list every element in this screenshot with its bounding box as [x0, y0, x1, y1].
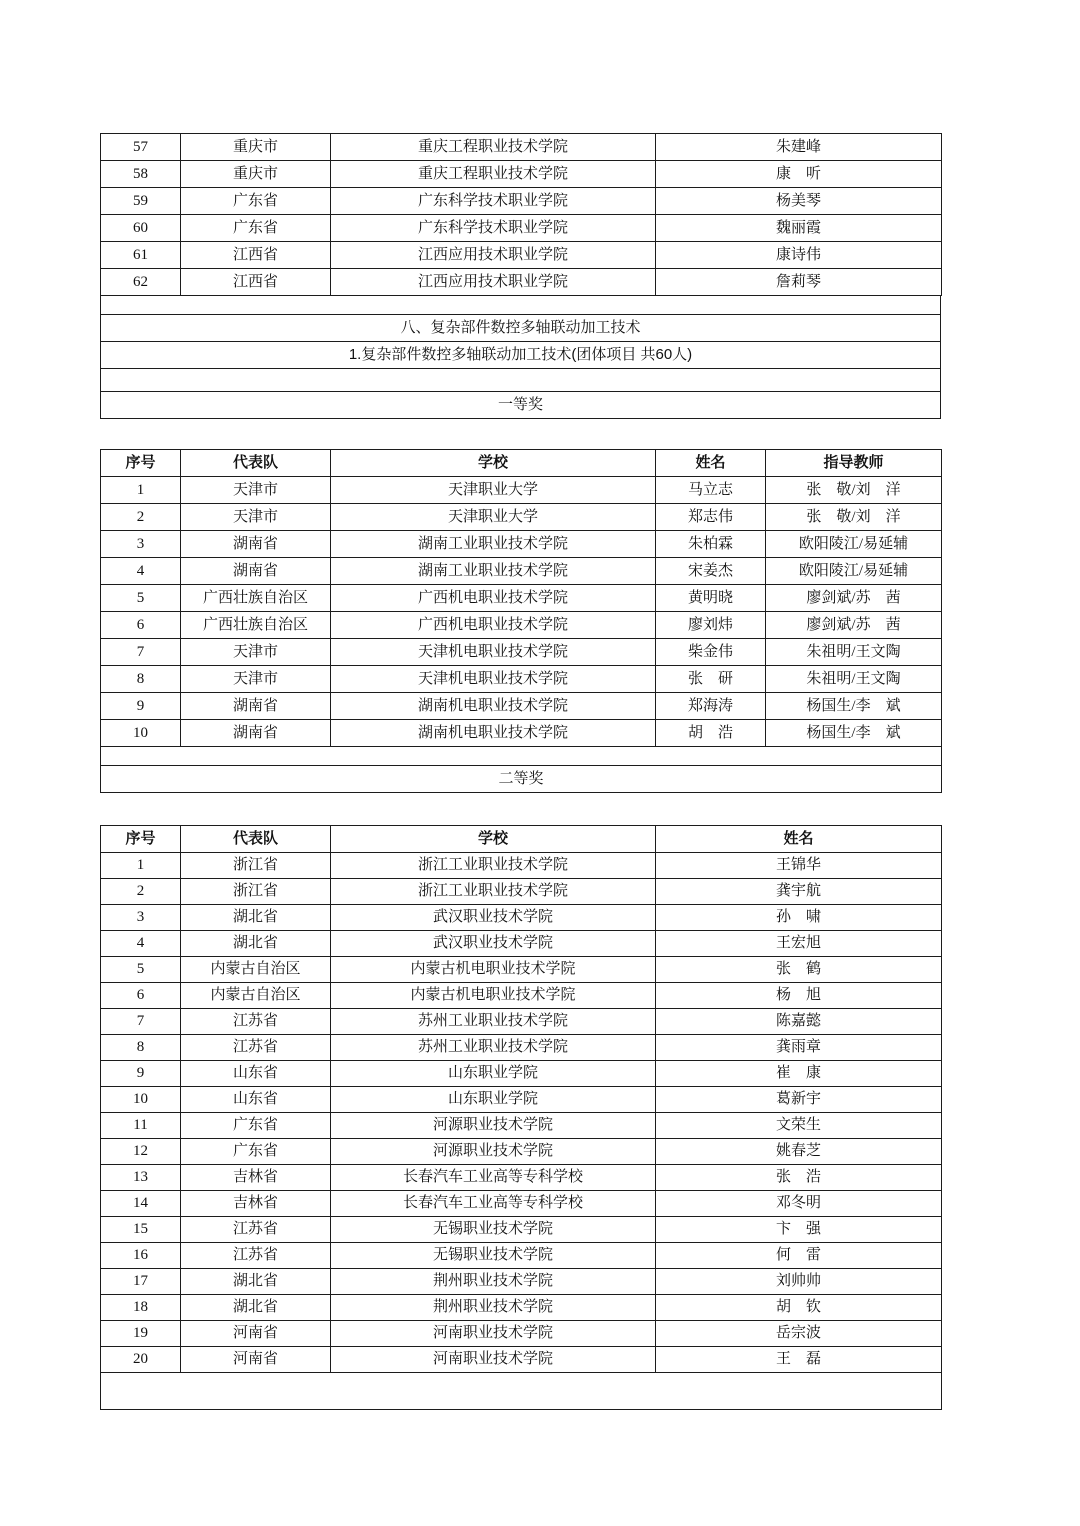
cell-name: 杨美琴: [656, 188, 942, 215]
header-no: 序号: [101, 450, 181, 477]
cell-school: 荆州职业技术学院: [331, 1295, 656, 1321]
cell-team: 江苏省: [181, 1217, 331, 1243]
table-row: [101, 1165, 942, 1191]
table-row: [101, 1321, 942, 1347]
table-row: [101, 612, 942, 639]
table-row: [101, 1269, 942, 1295]
cell-school: 湖南工业职业技术学院: [331, 531, 656, 558]
cell-school: 江西应用技术职业学院: [331, 269, 656, 296]
spacer-row: [101, 747, 942, 766]
table-row: [101, 1295, 942, 1321]
cell-name: 邓冬明: [656, 1191, 942, 1217]
first-prize-table: [100, 449, 942, 793]
cell-school: 浙江工业职业技术学院: [331, 853, 656, 879]
table-row: [101, 666, 942, 693]
cell-no: 18: [101, 1295, 181, 1321]
cell-no: 9: [101, 1061, 181, 1087]
table-row: [101, 161, 942, 188]
header-school: 学校: [331, 826, 656, 853]
cell-no: 60: [101, 215, 181, 242]
cell-name: 文荣生: [656, 1113, 942, 1139]
spacer-cell: [101, 747, 942, 766]
cell-teachers: 杨国生/李 斌: [766, 693, 942, 720]
table-row: [101, 1191, 942, 1217]
cell-no: 57: [101, 134, 181, 161]
first-prize-label: 一等奖: [101, 392, 941, 419]
cell-name: 王宏旭: [656, 931, 942, 957]
cell-no: 4: [101, 931, 181, 957]
cell-school: 武汉职业技术学院: [331, 905, 656, 931]
cell-name: 宋姜杰: [656, 558, 766, 585]
cell-name: 龚雨章: [656, 1035, 942, 1061]
table-row: [101, 1139, 942, 1165]
cell-name: 郑海涛: [656, 693, 766, 720]
cell-team: 吉林省: [181, 1191, 331, 1217]
cell-name: 何 雷: [656, 1243, 942, 1269]
table-row: [101, 931, 942, 957]
cell-teachers: 欧阳陵江/易延辅: [766, 531, 942, 558]
cell-team: 广东省: [181, 1139, 331, 1165]
cell-team: 湖北省: [181, 1295, 331, 1321]
cell-teachers: 欧阳陵江/易延辅: [766, 558, 942, 585]
previous-section-table: [100, 133, 942, 296]
table-row: [101, 504, 942, 531]
cell-team: 广西壮族自治区: [181, 612, 331, 639]
cell-name: 龚宇航: [656, 879, 942, 905]
cell-school: 湖南工业职业技术学院: [331, 558, 656, 585]
cell-name: 张 鹤: [656, 957, 942, 983]
cell-name: 胡 钦: [656, 1295, 942, 1321]
cell-school: 无锡职业技术学院: [331, 1243, 656, 1269]
cell-school: 河南职业技术学院: [331, 1347, 656, 1373]
cell-school: 天津职业大学: [331, 504, 656, 531]
cell-school: 天津职业大学: [331, 477, 656, 504]
cell-school: 苏州工业职业技术学院: [331, 1009, 656, 1035]
cell-team: 重庆市: [181, 161, 331, 188]
cell-team: 内蒙古自治区: [181, 957, 331, 983]
cell-school: 湖南机电职业技术学院: [331, 693, 656, 720]
cell-team: 河南省: [181, 1347, 331, 1373]
cell-team: 浙江省: [181, 853, 331, 879]
cell-teachers: 廖剑斌/苏 茜: [766, 585, 942, 612]
table-row: [101, 1347, 942, 1373]
cell-teachers: 朱祖明/王文陶: [766, 666, 942, 693]
table-row: [101, 134, 942, 161]
spacer-cell: [101, 1373, 942, 1410]
cell-team: 内蒙古自治区: [181, 983, 331, 1009]
table-row: [101, 1087, 942, 1113]
cell-team: 江苏省: [181, 1243, 331, 1269]
cell-name: 廖刘炜: [656, 612, 766, 639]
table-row: [101, 957, 942, 983]
table-row: [101, 1009, 942, 1035]
table-row: [101, 983, 942, 1009]
cell-name: 康诗伟: [656, 242, 942, 269]
cell-no: 2: [101, 879, 181, 905]
cell-name: 张 研: [656, 666, 766, 693]
cell-no: 6: [101, 983, 181, 1009]
results-content: [100, 133, 941, 1410]
cell-name: 黄明晓: [656, 585, 766, 612]
cell-name: 柴金伟: [656, 639, 766, 666]
cell-team: 广东省: [181, 215, 331, 242]
cell-no: 5: [101, 957, 181, 983]
cell-school: 山东职业学院: [331, 1087, 656, 1113]
cell-school: 广西机电职业技术学院: [331, 585, 656, 612]
cell-school: 广西机电职业技术学院: [331, 612, 656, 639]
cell-no: 62: [101, 269, 181, 296]
cell-name: 马立志: [656, 477, 766, 504]
second-prize-rows: [101, 853, 942, 1373]
table-row: [101, 905, 942, 931]
cell-team: 江苏省: [181, 1035, 331, 1061]
cell-no: 9: [101, 693, 181, 720]
table-row: [101, 558, 942, 585]
header-team: 代表队: [181, 450, 331, 477]
cell-school: 长春汽车工业高等专科学校: [331, 1191, 656, 1217]
table-row: [101, 720, 942, 747]
cell-no: 14: [101, 1191, 181, 1217]
cell-no: 15: [101, 1217, 181, 1243]
cell-team: 江西省: [181, 242, 331, 269]
cell-teachers: 张 敬/刘 洋: [766, 504, 942, 531]
cell-team: 山东省: [181, 1061, 331, 1087]
table-row: [101, 269, 942, 296]
cell-no: 1: [101, 477, 181, 504]
cell-no: 59: [101, 188, 181, 215]
table-row: [101, 1061, 942, 1087]
spacer-row: [101, 296, 941, 315]
table-row: [101, 639, 942, 666]
cell-school: 河南职业技术学院: [331, 1321, 656, 1347]
cell-name: 胡 浩: [656, 720, 766, 747]
cell-no: 7: [101, 639, 181, 666]
cell-no: 4: [101, 558, 181, 585]
cell-school: 重庆工程职业技术学院: [331, 161, 656, 188]
cell-school: 荆州职业技术学院: [331, 1269, 656, 1295]
cell-school: 无锡职业技术学院: [331, 1217, 656, 1243]
header-team: 代表队: [181, 826, 331, 853]
cell-team: 湖南省: [181, 693, 331, 720]
spacer-row: [101, 369, 941, 392]
cell-name: 朱柏霖: [656, 531, 766, 558]
cell-name: 刘帅帅: [656, 1269, 942, 1295]
spacer-cell: [101, 296, 941, 315]
cell-no: 8: [101, 666, 181, 693]
cell-school: 长春汽车工业高等专科学校: [331, 1165, 656, 1191]
header-school: 学校: [331, 450, 656, 477]
table-row: [101, 531, 942, 558]
cell-team: 湖南省: [181, 558, 331, 585]
table-row: [101, 693, 942, 720]
cell-no: 19: [101, 1321, 181, 1347]
table-row: [101, 1217, 942, 1243]
cell-school: 天津机电职业技术学院: [331, 666, 656, 693]
cell-school: 河源职业技术学院: [331, 1113, 656, 1139]
cell-team: 天津市: [181, 504, 331, 531]
cell-school: 内蒙古机电职业技术学院: [331, 957, 656, 983]
cell-no: 20: [101, 1347, 181, 1373]
cell-no: 8: [101, 1035, 181, 1061]
cell-school: 山东职业学院: [331, 1061, 656, 1087]
cell-no: 2: [101, 504, 181, 531]
cell-name: 卞 强: [656, 1217, 942, 1243]
cell-no: 10: [101, 1087, 181, 1113]
cell-team: 湖北省: [181, 931, 331, 957]
cell-teachers: 廖剑斌/苏 茜: [766, 612, 942, 639]
cell-school: 广东科学技术职业学院: [331, 188, 656, 215]
table-row: [101, 215, 942, 242]
header-name: 姓名: [656, 826, 942, 853]
table-row: [101, 1113, 942, 1139]
table-row: [101, 879, 942, 905]
cell-name: 陈嘉懿: [656, 1009, 942, 1035]
first-prize-label-row: [101, 392, 941, 419]
cell-no: 17: [101, 1269, 181, 1295]
cell-no: 10: [101, 720, 181, 747]
cell-name: 杨 旭: [656, 983, 942, 1009]
cell-team: 湖南省: [181, 720, 331, 747]
cell-school: 天津机电职业技术学院: [331, 639, 656, 666]
table-row: [101, 853, 942, 879]
cell-team: 天津市: [181, 477, 331, 504]
table-row: [101, 242, 942, 269]
cell-team: 广东省: [181, 1113, 331, 1139]
section-title: 八、复杂部件数控多轴联动加工技术: [101, 315, 941, 342]
cell-no: 13: [101, 1165, 181, 1191]
section-header-block: [100, 295, 941, 419]
cell-no: 5: [101, 585, 181, 612]
cell-school: 浙江工业职业技术学院: [331, 879, 656, 905]
header-no: 序号: [101, 826, 181, 853]
second-prize-header-row: [101, 826, 942, 853]
cell-teachers: 朱祖明/王文陶: [766, 639, 942, 666]
second-prize-label: 二等奖: [101, 766, 942, 793]
cell-team: 湖北省: [181, 905, 331, 931]
spacer-row: [101, 1373, 942, 1410]
cell-team: 重庆市: [181, 134, 331, 161]
cell-name: 魏丽霞: [656, 215, 942, 242]
cell-team: 广西壮族自治区: [181, 585, 331, 612]
table-row: [101, 1243, 942, 1269]
cell-school: 广东科学技术职业学院: [331, 215, 656, 242]
cell-name: 康 听: [656, 161, 942, 188]
cell-teachers: 张 敬/刘 洋: [766, 477, 942, 504]
section-subtitle-row: [101, 342, 941, 369]
cell-name: 郑志伟: [656, 504, 766, 531]
cell-school: 重庆工程职业技术学院: [331, 134, 656, 161]
cell-team: 江苏省: [181, 1009, 331, 1035]
cell-no: 58: [101, 161, 181, 188]
table-row: [101, 477, 942, 504]
first-prize-header-row: [101, 450, 942, 477]
cell-no: 7: [101, 1009, 181, 1035]
cell-team: 河南省: [181, 1321, 331, 1347]
cell-team: 吉林省: [181, 1165, 331, 1191]
cell-school: 武汉职业技术学院: [331, 931, 656, 957]
first-prize-rows: [101, 477, 942, 747]
cell-no: 11: [101, 1113, 181, 1139]
cell-name: 詹莉琴: [656, 269, 942, 296]
cell-team: 浙江省: [181, 879, 331, 905]
cell-school: 湖南机电职业技术学院: [331, 720, 656, 747]
previous-section-rows: [101, 134, 942, 296]
section-subtitle: 1.复杂部件数控多轴联动加工技术(团体项目 共60人): [101, 342, 941, 369]
cell-name: 王锦华: [656, 853, 942, 879]
cell-name: 崔 康: [656, 1061, 942, 1087]
table-row: [101, 1035, 942, 1061]
cell-team: 湖北省: [181, 1269, 331, 1295]
cell-name: 岳宗波: [656, 1321, 942, 1347]
second-prize-table: [100, 825, 942, 1410]
cell-school: 河源职业技术学院: [331, 1139, 656, 1165]
cell-team: 江西省: [181, 269, 331, 296]
cell-team: 天津市: [181, 666, 331, 693]
cell-school: 内蒙古机电职业技术学院: [331, 983, 656, 1009]
cell-no: 3: [101, 531, 181, 558]
section-title-row: [101, 315, 941, 342]
second-prize-label-row: [101, 766, 942, 793]
table-row: [101, 585, 942, 612]
cell-team: 湖南省: [181, 531, 331, 558]
spacer-cell: [101, 369, 941, 392]
cell-no: 16: [101, 1243, 181, 1269]
cell-no: 61: [101, 242, 181, 269]
cell-name: 张 浩: [656, 1165, 942, 1191]
cell-name: 姚春芝: [656, 1139, 942, 1165]
cell-no: 6: [101, 612, 181, 639]
cell-team: 山东省: [181, 1087, 331, 1113]
table-row: [101, 188, 942, 215]
cell-no: 1: [101, 853, 181, 879]
header-teachers: 指导教师: [766, 450, 942, 477]
cell-team: 广东省: [181, 188, 331, 215]
cell-team: 天津市: [181, 639, 331, 666]
cell-school: 江西应用技术职业学院: [331, 242, 656, 269]
header-name: 姓名: [656, 450, 766, 477]
cell-school: 苏州工业职业技术学院: [331, 1035, 656, 1061]
cell-name: 朱建峰: [656, 134, 942, 161]
cell-no: 12: [101, 1139, 181, 1165]
cell-name: 孙 啸: [656, 905, 942, 931]
cell-name: 王 磊: [656, 1347, 942, 1373]
cell-teachers: 杨国生/李 斌: [766, 720, 942, 747]
cell-name: 葛新宇: [656, 1087, 942, 1113]
cell-no: 3: [101, 905, 181, 931]
